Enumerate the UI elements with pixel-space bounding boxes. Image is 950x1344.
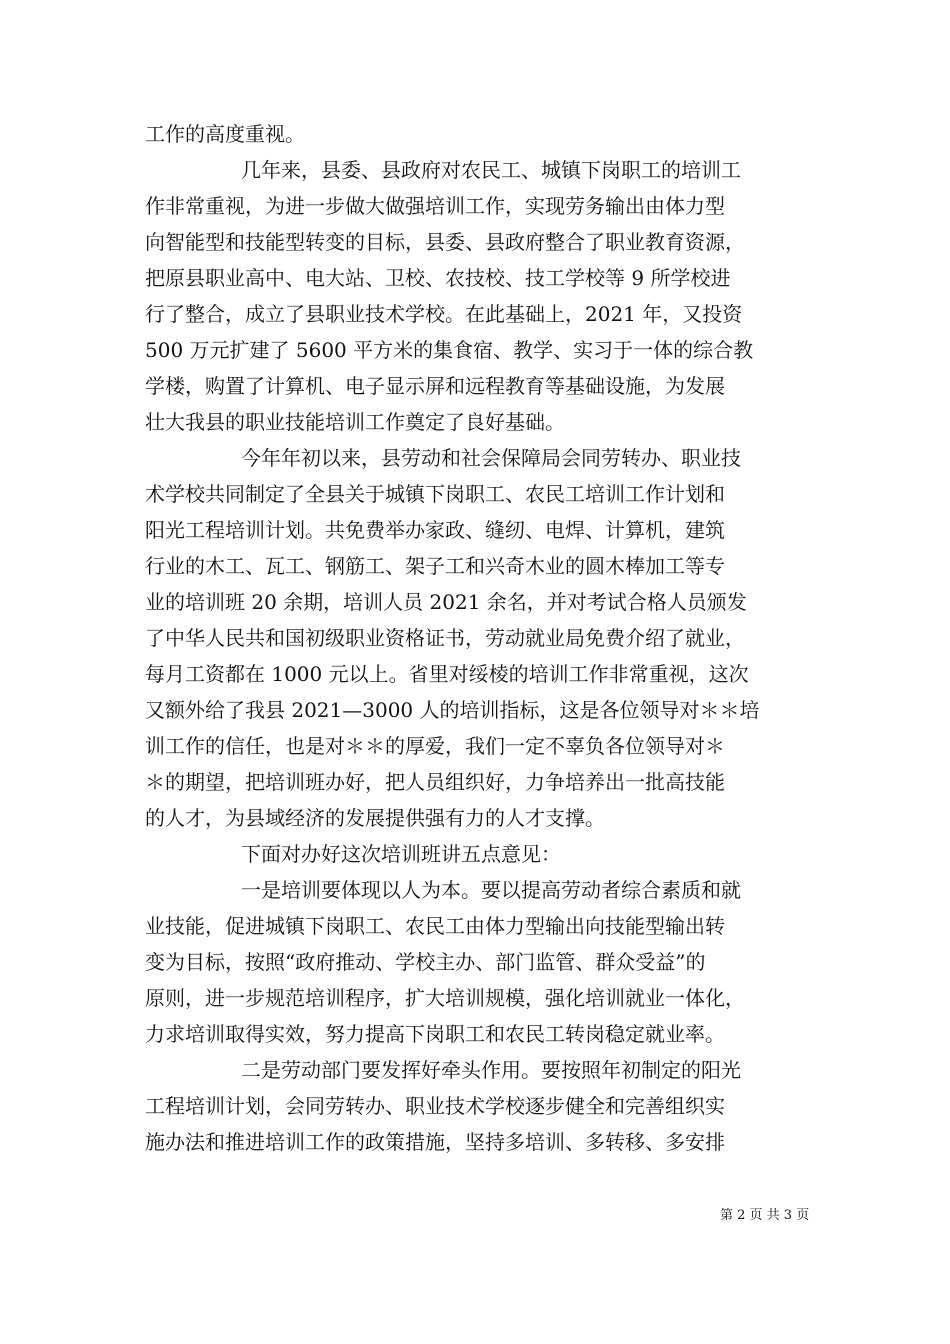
page-number-footer: 第 2 页 共 3 页: [720, 1208, 810, 1223]
text-line: 术学校共同制定了全县关于城镇下岗职工、农民工培训工作计划和: [145, 482, 725, 506]
text-line: 学楼，购置了计算机、电子显示屏和远程教育等基础设施，为发展: [145, 374, 725, 398]
text-line: 的人才，为县域经济的发展提供强有力的人才支撑。: [145, 806, 605, 830]
text-line: 工作的高度重视。: [145, 122, 305, 146]
text-line: 向智能型和技能型转变的目标，县委、县政府整合了职业教育资源，: [145, 230, 745, 254]
text-line: 每月工资都在 1000 元以上。省里对绥棱的培训工作非常重视，这次: [145, 662, 749, 686]
text-line: 行业的木工、瓦工、钢筋工、架子工和兴奇木业的圆木棒加工等专: [145, 554, 725, 578]
text-line: 原则，进一步规范培训程序，扩大培训规模，强化培训就业一体化，: [145, 986, 745, 1010]
text-line: 行了整合，成立了县职业技术学校。在此基础上，2021 年，又投资: [145, 302, 743, 326]
text-line: 业的培训班 20 余期，培训人员 2021 余名，并对考试合格人员颁发: [145, 590, 747, 614]
text-line: 施办法和推进培训工作的政策措施，坚持多培训、多转移、多安排: [145, 1130, 725, 1154]
text-line: 变为目标，按照“政府推动、学校主办、部门监管、群众受益”的: [145, 950, 706, 974]
text-line: 作非常重视，为进一步做大做强培训工作，实现劳务输出由体力型: [145, 194, 725, 218]
text-line: 了中华人民共和国初级职业资格证书，劳动就业局免费介绍了就业，: [145, 626, 745, 650]
text-line: 又额外给了我县 2021—3000 人的培训指标，这是各位领导对＊＊培: [145, 698, 760, 722]
text-line: ＊的期望，把培训班办好，把人员组织好，力争培养出一批高技能: [145, 770, 725, 794]
text-line: 训工作的信任，也是对＊＊的厚爱，我们一定不辜负各位领导对＊: [145, 734, 725, 758]
text-line: 几年来，县委、县政府对农民工、城镇下岗职工的培训工: [241, 158, 741, 182]
text-line: 二是劳动部门要发挥好牵头作用。要按照年初制定的阳光: [241, 1058, 741, 1082]
text-line: 今年年初以来，县劳动和社会保障局会同劳转办、职业技: [241, 446, 741, 470]
text-line: 阳光工程培训计划。共免费举办家政、缝纫、电焊、计算机，建筑: [145, 518, 725, 542]
text-line: 力求培训取得实效，努力提高下岗职工和农民工转岗稳定就业率。: [145, 1022, 725, 1046]
text-line: 把原县职业高中、电大站、卫校、农技校、技工学校等 9 所学校进: [145, 266, 731, 290]
text-line: 一是培训要体现以人为本。要以提高劳动者综合素质和就: [241, 878, 741, 902]
text-line: 下面对办好这次培训班讲五点意见：: [241, 842, 561, 866]
text-line: 业技能，促进城镇下岗职工、农民工由体力型输出向技能型输出转: [145, 914, 725, 938]
body-text: [145, 116, 815, 1160]
text-line: 工程培训计划，会同劳转办、职业技术学校逐步健全和完善组织实: [145, 1094, 725, 1118]
text-line: 500 万元扩建了 5600 平方米的集食宿、教学、实习于一体的综合教: [145, 338, 754, 362]
text-line: 壮大我县的职业技能培训工作奠定了良好基础。: [145, 410, 565, 434]
